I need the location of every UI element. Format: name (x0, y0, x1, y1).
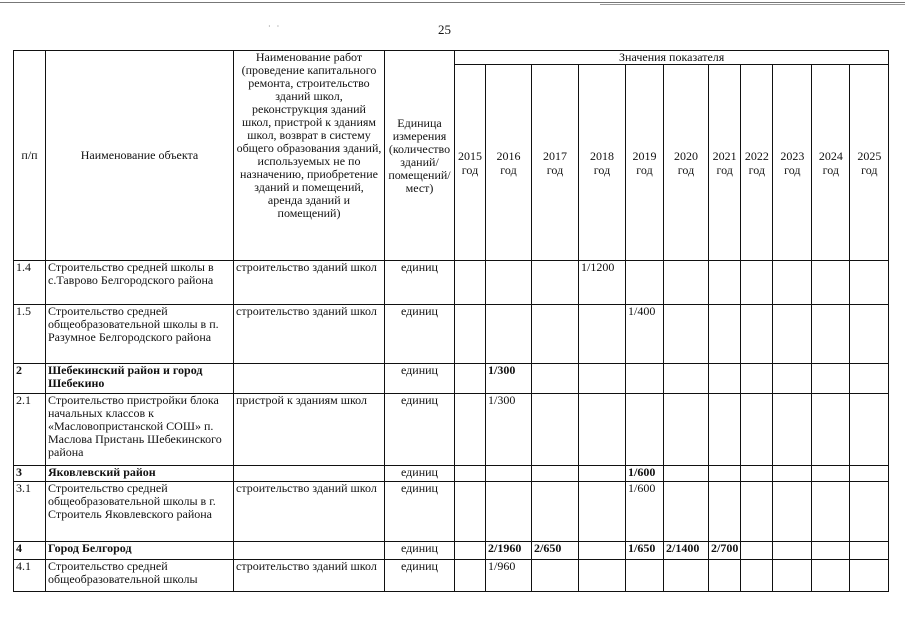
value-cell-2017 (532, 466, 579, 482)
works-type (234, 466, 385, 482)
value-cell-2017 (532, 560, 579, 592)
value-cell-2023 (773, 482, 812, 542)
value-cell-2024 (812, 394, 850, 466)
year-word: год (748, 162, 766, 177)
value-cell-2021 (709, 305, 741, 364)
value-cell-2022 (741, 542, 773, 560)
value-cell-2015 (455, 482, 486, 542)
table-row (14, 466, 889, 482)
year-word: год (822, 162, 840, 177)
value-cell-2019: 1/650 (626, 542, 664, 560)
unit-of-measure: единиц (385, 261, 455, 305)
value-cell-2020 (664, 482, 709, 542)
value-cell-2024 (812, 560, 850, 592)
value-cell-2025 (850, 560, 889, 592)
value-cell-2016: 1/300 (486, 394, 532, 466)
value-cell-2018 (579, 394, 626, 466)
value-cell-2023 (773, 364, 812, 394)
value-cell-2023 (773, 560, 812, 592)
value-cell-2016: 2/1960 (486, 542, 532, 560)
value-cell-2021 (709, 394, 741, 466)
unit-of-measure: единиц (385, 482, 455, 542)
value-cell-2025 (850, 482, 889, 542)
value-cell-2019: 1/600 (626, 482, 664, 542)
value-cell-2019: 1/400 (626, 305, 664, 364)
value-cell-2020 (664, 466, 709, 482)
value-cell-2020 (664, 560, 709, 592)
value-cell-2017 (532, 482, 579, 542)
value-cell-2018 (579, 542, 626, 560)
year-number: 2024 (818, 148, 843, 163)
value-cell-2015 (455, 466, 486, 482)
unit-of-measure: единиц (385, 466, 455, 482)
table-body (14, 261, 889, 592)
header-year-2019 (626, 65, 664, 261)
table-row (14, 261, 889, 305)
year-number: 2022 (744, 148, 769, 163)
table-row (14, 364, 889, 394)
year-number: 2023 (780, 148, 805, 163)
header-year-2020 (664, 65, 709, 261)
header-num: п/п (14, 51, 46, 261)
value-cell-2023 (773, 261, 812, 305)
value-cell-2015 (455, 542, 486, 560)
value-cell-2016: 1/960 (486, 560, 532, 592)
works-type: строительство зданий школ (234, 482, 385, 542)
value-cell-2024 (812, 466, 850, 482)
value-cell-2024 (812, 305, 850, 364)
header-works: Наименование работ (проведение капитального ремонта, строительство зданий школ, реконструкция зданий школ, пристрой к зданиям школ, возврат в систему общего образования зданий, используемых не по назначению, приобретение зданий и помещений, аренда зданий и помещений) (234, 51, 385, 261)
header-year-2016 (486, 65, 532, 261)
row-number: 1.4 (14, 261, 46, 305)
year-number: 2016 (496, 148, 521, 163)
value-cell-2017 (532, 364, 579, 394)
object-name: Город Белгород (46, 542, 234, 560)
object-name: Строительство средней общеобразовательной школы в г. Строитель Яковлевского района (46, 482, 234, 542)
header-year-2017 (532, 65, 579, 261)
value-cell-2015 (455, 305, 486, 364)
value-cell-2023 (773, 466, 812, 482)
value-cell-2015 (455, 560, 486, 592)
year-word: год (636, 162, 653, 177)
value-cell-2022 (741, 305, 773, 364)
table-row (14, 394, 889, 466)
header-unit: Единица измерения (количество зданий/ помещений/ мест) (385, 51, 455, 261)
page-number: 25 (438, 22, 451, 37)
year-word: год (861, 162, 878, 177)
table-row (14, 482, 889, 542)
value-cell-2022 (741, 394, 773, 466)
header-year-2015 (455, 65, 486, 261)
header-year-2021 (709, 65, 741, 261)
value-cell-2018 (579, 305, 626, 364)
value-cell-2015 (455, 364, 486, 394)
value-cell-2024 (812, 364, 850, 394)
row-number: 4.1 (14, 560, 46, 592)
table-row (14, 305, 889, 364)
value-cell-2022 (741, 261, 773, 305)
value-cell-2016: 1/300 (486, 364, 532, 394)
year-word: год (677, 162, 695, 177)
header-values: Значения показателя (455, 51, 889, 65)
year-word: год (500, 162, 517, 177)
works-type: пристрой к зданиям школ (234, 394, 385, 466)
indicator-table (13, 50, 889, 592)
value-cell-2023 (773, 542, 812, 560)
scan-speck: · · (268, 22, 282, 31)
value-cell-2020 (664, 305, 709, 364)
value-cell-2025 (850, 305, 889, 364)
value-cell-2016 (486, 261, 532, 305)
unit-of-measure: единиц (385, 394, 455, 466)
value-cell-2022 (741, 466, 773, 482)
year-number: 2020 (674, 148, 698, 163)
value-cell-2019 (626, 560, 664, 592)
value-cell-2020 (664, 261, 709, 305)
works-type: строительство зданий школ (234, 261, 385, 305)
row-number: 3.1 (14, 482, 46, 542)
object-name: Шебекинский район и город Шебекино (46, 364, 234, 394)
value-cell-2022 (741, 364, 773, 394)
page-top-rule (0, 2, 905, 3)
value-cell-2021 (709, 261, 741, 305)
object-name: Строительство средней общеобразовательной школы в п. Разумное Белгородского района (46, 305, 234, 364)
value-cell-2016 (486, 482, 532, 542)
unit-of-measure: единиц (385, 542, 455, 560)
row-number: 2 (14, 364, 46, 394)
row-number: 4 (14, 542, 46, 560)
year-word: год (716, 162, 733, 177)
year-word: год (784, 162, 801, 177)
value-cell-2025 (850, 261, 889, 305)
value-cell-2019: 1/600 (626, 466, 664, 482)
header-year-2025 (850, 65, 889, 261)
object-name: Строительство средней школы в с.Таврово Белгородского района (46, 261, 234, 305)
works-type: строительство зданий школ (234, 560, 385, 592)
value-cell-2019 (626, 261, 664, 305)
year-number: 2025 (857, 148, 882, 163)
unit-of-measure: единиц (385, 305, 455, 364)
value-cell-2020 (664, 364, 709, 394)
year-number: 2015 (458, 148, 482, 163)
year-number: 2019 (632, 148, 657, 163)
value-cell-2022 (741, 482, 773, 542)
value-cell-2015 (455, 394, 486, 466)
value-cell-2021 (709, 466, 741, 482)
year-number: 2021 (712, 148, 737, 163)
works-type (234, 364, 385, 394)
year-number: 2017 (543, 148, 567, 163)
value-cell-2018 (579, 364, 626, 394)
value-cell-2021 (709, 560, 741, 592)
table-row (14, 560, 889, 592)
value-cell-2023 (773, 394, 812, 466)
value-cell-2024 (812, 542, 850, 560)
value-cell-2018: 1/1200 (579, 261, 626, 305)
value-cell-2019 (626, 364, 664, 394)
value-cell-2017 (532, 305, 579, 364)
value-cell-2017 (532, 394, 579, 466)
row-number: 3 (14, 466, 46, 482)
year-number: 2018 (590, 148, 614, 163)
header-year-2023 (773, 65, 812, 261)
value-cell-2025 (850, 542, 889, 560)
header-year-2024 (812, 65, 850, 261)
year-word: год (546, 162, 564, 177)
table-row (14, 542, 889, 560)
value-cell-2025 (850, 394, 889, 466)
header-object: Наименование объекта (46, 51, 234, 261)
year-word: год (461, 162, 479, 177)
value-cell-2022 (741, 560, 773, 592)
works-type: строительство зданий школ (234, 305, 385, 364)
object-name: Строительство пристройки блока начальных классов к «Масловопристанской СОШ» п. Маслова Пристань Шебекинского района (46, 394, 234, 466)
page-top-rule-secondary (600, 4, 905, 5)
value-cell-2018 (579, 560, 626, 592)
value-cell-2021 (709, 364, 741, 394)
value-cell-2023 (773, 305, 812, 364)
value-cell-2015 (455, 261, 486, 305)
value-cell-2016 (486, 466, 532, 482)
object-name: Яковлевский район (46, 466, 234, 482)
value-cell-2025 (850, 466, 889, 482)
value-cell-2019 (626, 394, 664, 466)
header-year-2022 (741, 65, 773, 261)
value-cell-2021: 2/700 (709, 542, 741, 560)
value-cell-2020: 2/1400 (664, 542, 709, 560)
header-year-2018 (579, 65, 626, 261)
value-cell-2020 (664, 394, 709, 466)
unit-of-measure: единиц (385, 560, 455, 592)
value-cell-2024 (812, 261, 850, 305)
year-word: год (593, 162, 611, 177)
value-cell-2025 (850, 364, 889, 394)
works-type (234, 542, 385, 560)
value-cell-2018 (579, 466, 626, 482)
header-row-top (14, 51, 889, 65)
value-cell-2018 (579, 482, 626, 542)
value-cell-2016 (486, 305, 532, 364)
row-number: 2.1 (14, 394, 46, 466)
unit-of-measure: единиц (385, 364, 455, 394)
row-number: 1.5 (14, 305, 46, 364)
value-cell-2024 (812, 482, 850, 542)
object-name: Строительство средней общеобразовательной школы (46, 560, 234, 592)
value-cell-2021 (709, 482, 741, 542)
value-cell-2017: 2/650 (532, 542, 579, 560)
value-cell-2017 (532, 261, 579, 305)
